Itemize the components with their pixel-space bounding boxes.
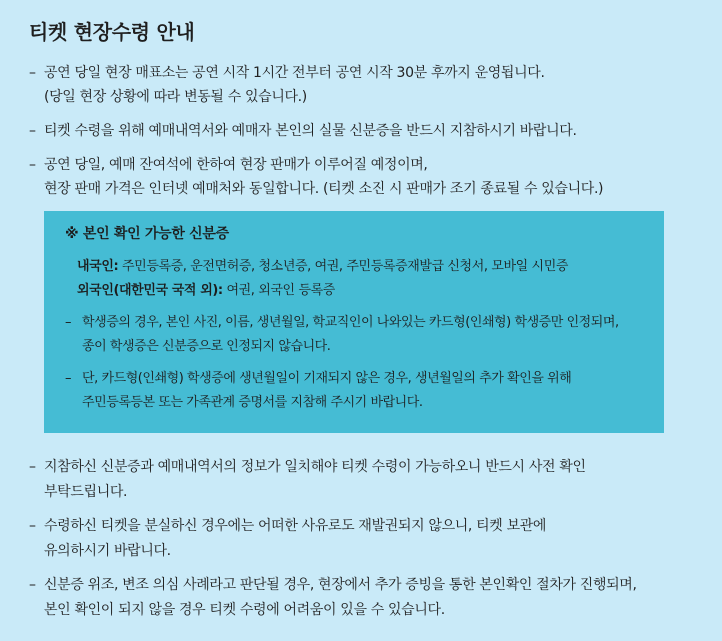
list-item-line: 공연 당일 현장 매표소는 공연 시작 1시간 전부터 공연 시작 30분 후까지 운영됩니다. [44,65,545,81]
foreign-id-list: 여권, 외국인 등록증 [222,283,335,298]
dash-bullet: – [29,518,36,534]
dash-bullet: – [65,315,72,330]
domestic-id-row [65,255,644,279]
foreign-id-row [65,279,644,303]
top-notice-list [29,61,708,201]
student-id-note [65,311,644,359]
list-item-line: 수령하신 티켓을 분실하신 경우에는 어떠한 사유로도 재발권되지 않으니, 티켓 보관에 [44,518,547,534]
list-item-line: (당일 현장 상황에 따라 변동될 수 있습니다.) [44,89,307,105]
birthdate-note [65,367,644,415]
dash-bullet: – [29,459,36,475]
domestic-label: 내국인: [77,259,119,274]
list-item-line: 부탁드립니다. [44,484,128,500]
domestic-id-list: 주민등록증, 운전면허증, 청소년증, 여권, 주민등록증재발급 신청서, 모바일 시민증 [118,259,569,274]
page-title: 티켓 현장수령 안내 [29,20,195,44]
dash-bullet: – [29,157,36,173]
list-item-line: 티켓 수령을 위해 예매내역서와 예매자 본인의 실물 신분증을 반드시 지참하시기 바랍니다. [44,123,577,139]
dash-bullet: – [29,123,36,139]
list-item-line: 현장 판매 가격은 인터넷 예매처와 동일합니다. (티켓 소진 시 판매가 조기 종료될 수 있습니다.) [44,181,604,197]
list-item-line: 유의하시기 바랍니다. [44,543,171,559]
valid-id-title: ※ 본인 확인 가능한 신분증 [65,226,229,242]
list-item [29,455,708,505]
list-item [29,573,708,623]
foreign-label: 외국인(대한민국 국적 외): [77,283,223,298]
dash-bullet: – [29,577,36,593]
list-item [29,153,708,201]
list-item-line: 공연 당일, 예매 잔여석에 한하여 현장 판매가 이루어질 예정이며, [44,157,428,173]
note-line: 종이 학생증은 신분증으로 인정되지 않습니다. [82,339,331,354]
list-item [29,119,708,143]
valid-id-box [44,211,664,433]
note-line: 주민등록등본 또는 가족관계 증명서를 지참해 주시기 바랍니다. [82,395,423,410]
list-item-line: 지참하신 신분증과 예매내역서의 정보가 일치해야 티켓 수령이 가능하오니 반드시 사전 확인 [44,459,586,475]
note-line: 학생증의 경우, 본인 사진, 이름, 생년월일, 학교직인이 나와있는 카드형(인쇄형) 학생증만 인정되며, [82,315,619,330]
dash-bullet: – [65,371,72,386]
list-item [29,61,708,109]
list-item-line: 본인 확인이 되지 않을 경우 티켓 수령에 어려움이 있을 수 있습니다. [44,602,445,618]
list-item-line: 신분증 위조, 변조 의심 사례라고 판단될 경우, 현장에서 추가 증빙을 통한 본인확인 절차가 진행되며, [44,577,637,593]
dash-bullet: – [29,65,36,81]
bottom-notice-list [29,455,708,623]
list-item [29,514,708,564]
note-line: 단, 카드형(인쇄형) 학생증에 생년월일이 기재되지 않은 경우, 생년월일의 추가 확인을 위해 [82,371,572,386]
